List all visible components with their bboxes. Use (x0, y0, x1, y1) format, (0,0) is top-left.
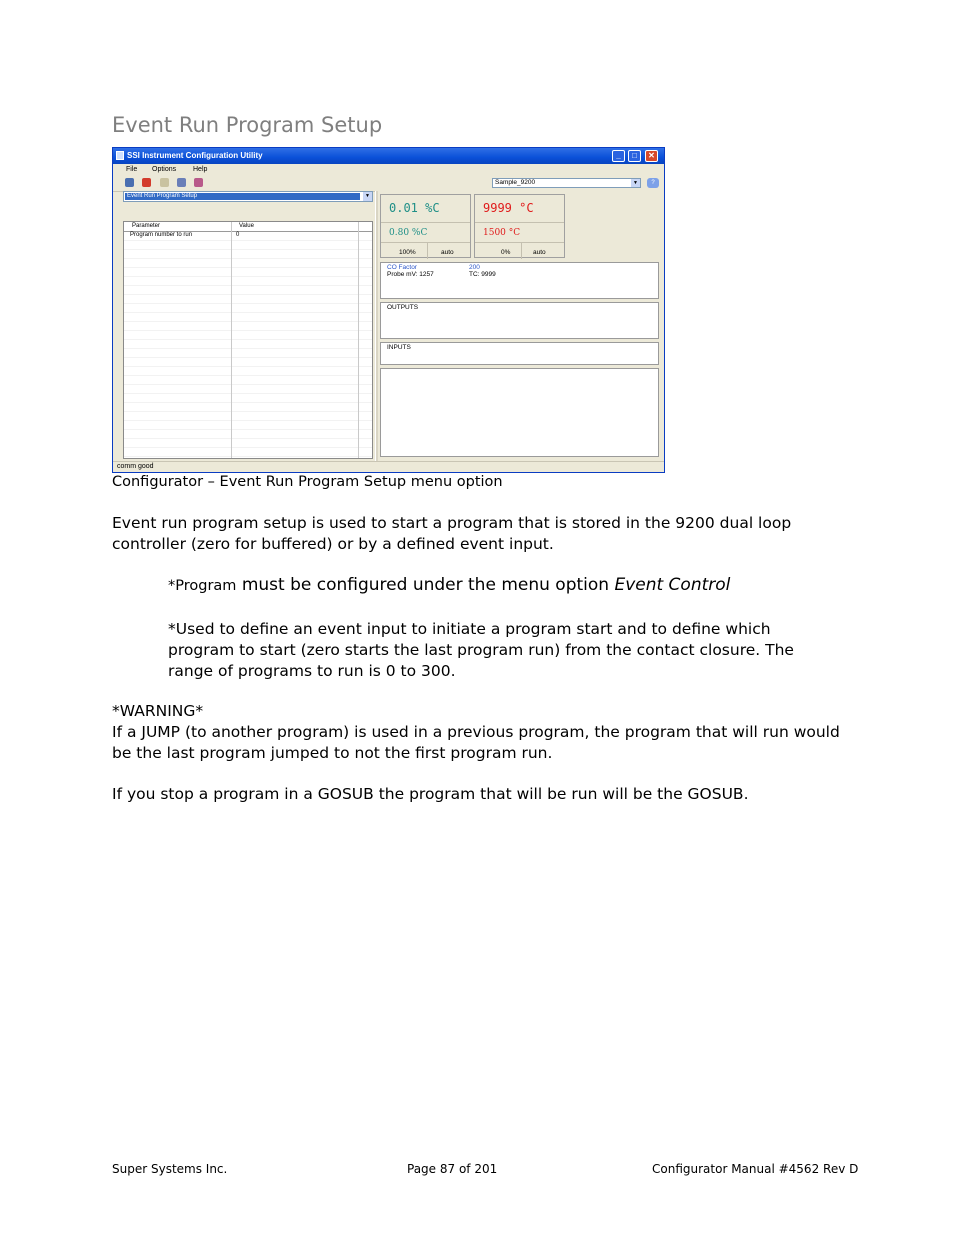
note1-menu-option: Event Control (614, 575, 731, 595)
connect-icon[interactable] (125, 178, 134, 187)
loop1-mode[interactable]: auto (441, 249, 454, 256)
loop2-output: 0% (501, 249, 511, 256)
configurator-screenshot (112, 147, 665, 473)
tc-value: TC: 9999 (469, 271, 496, 278)
window-title: SSI Instrument Configuration Utility (127, 151, 263, 160)
probe-mv: Probe mV: 1257 (387, 271, 434, 278)
footer-company: Super Systems Inc. (112, 1162, 228, 1176)
status-bar (113, 461, 664, 473)
instrument-select-value: Sample_9200 (495, 179, 536, 186)
chevron-down-icon[interactable]: ▼ (363, 192, 372, 201)
section-title: Event Run Program Setup (112, 113, 383, 137)
loop2-panel (474, 194, 565, 258)
note-event-input: *Used to define an event input to initiate a program start and to define which program to start (zero starts the last program run) from the contact closure. The range of programs to run is 0 to 300. (168, 620, 794, 680)
footer-manual-id: Configurator Manual #4562 Rev D (652, 1162, 859, 1176)
note1-text: must be configured under the menu option (236, 575, 615, 595)
right-pane (378, 191, 664, 461)
menu-dropdown-value: Event Run Program Setup (125, 193, 360, 200)
table-cell-parameter[interactable]: Program number to run (130, 232, 193, 238)
menu-dropdown[interactable] (123, 191, 373, 202)
footer-page-number: Page 87 of 201 (407, 1162, 498, 1176)
minimize-icon[interactable]: _ (612, 150, 625, 162)
column-header-parameter: Parameter (132, 223, 161, 229)
window-titlebar (113, 148, 664, 164)
parameter-table (123, 221, 373, 459)
menu-bar (113, 164, 664, 176)
edit-icon[interactable] (160, 178, 169, 187)
column-header-value: Value (239, 223, 254, 229)
info-panel (380, 262, 659, 299)
gosub-paragraph: If you stop a program in a GOSUB the program that will be run will be the GOSUB. (112, 785, 749, 803)
loop1-pv: 0.01 %C (389, 201, 440, 215)
settings-icon[interactable] (177, 178, 186, 187)
inputs-label: INPUTS (387, 344, 411, 351)
chevron-down-icon[interactable]: ▼ (631, 179, 640, 187)
app-icon (116, 151, 124, 160)
figure-caption: Configurator – Event Run Program Setup menu option (112, 474, 503, 490)
loop1-output: 100% (399, 249, 416, 256)
menu-options[interactable]: Options (152, 166, 177, 173)
instrument-select[interactable] (492, 178, 641, 188)
loop1-panel (380, 194, 471, 258)
loop2-pv: 9999 °C (483, 201, 534, 215)
outputs-panel (380, 302, 659, 339)
outputs-label: OUTPUTS (387, 304, 419, 311)
loop2-mode[interactable]: auto (533, 249, 546, 256)
disconnect-icon[interactable] (142, 178, 151, 187)
help-button[interactable]: ? (647, 178, 659, 188)
warning-title: *WARNING* (112, 702, 204, 720)
table-cell-value[interactable]: 0 (236, 232, 240, 238)
warning-text: If a JUMP (to another program) is used in a previous program, the program that will run would be the last program jumped to not the first program run. (112, 723, 840, 762)
close-icon[interactable]: ✕ (645, 150, 658, 162)
co-factor-label: CO Factor (387, 264, 417, 271)
note-event-control (168, 575, 828, 597)
intro-paragraph: Event run program setup is used to start a program that is stored in the 9200 dual loop controller (zero for buffered) or by a defined event input. (112, 514, 792, 553)
inputs-panel (380, 342, 659, 365)
co-factor-value: 200 (469, 264, 480, 271)
chart-icon[interactable] (194, 178, 203, 187)
loop1-sp: 0.80 %C (389, 228, 428, 238)
loop2-sp: 1500 °C (483, 228, 521, 238)
note1-prefix: *Program (168, 578, 237, 594)
left-pane (123, 191, 375, 461)
menu-file[interactable]: File (126, 166, 138, 173)
status-text: comm good (117, 463, 154, 470)
maximize-icon[interactable]: □ (628, 150, 641, 162)
menu-help[interactable]: Help (193, 166, 208, 173)
table-header (124, 222, 372, 232)
empty-panel (380, 368, 659, 457)
